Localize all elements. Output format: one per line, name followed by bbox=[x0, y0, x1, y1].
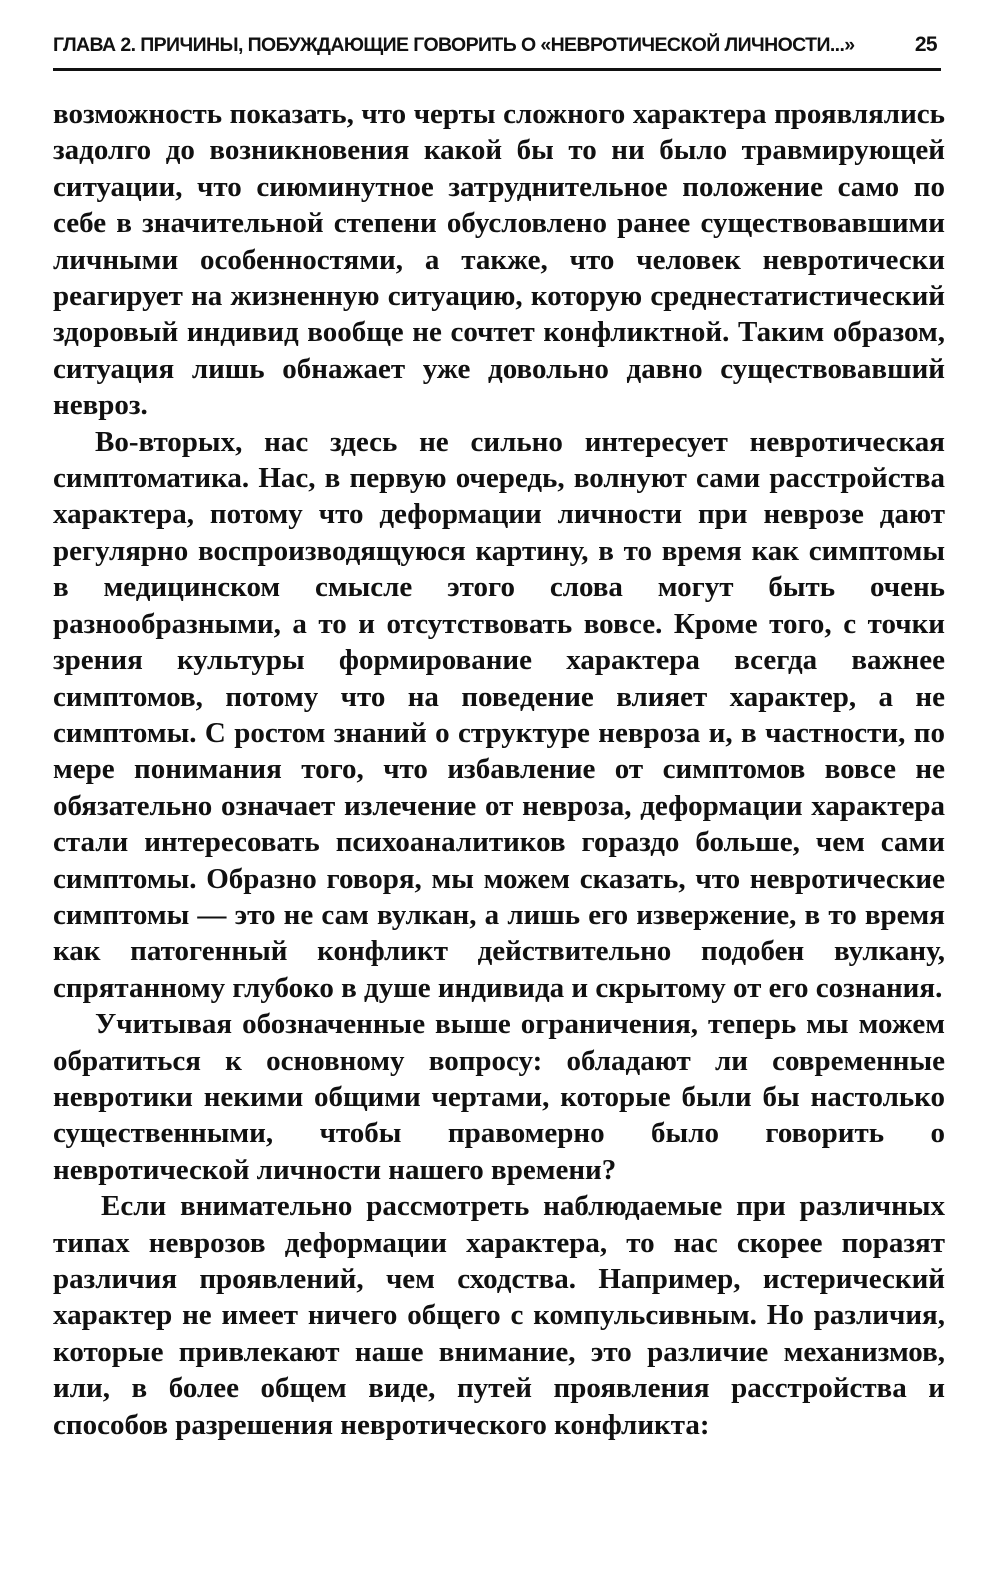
body-text bbox=[53, 96, 945, 1443]
paragraph-4: Если внимательно рассмотреть наблюдаемые при различных типах неврозов деформации характера, то нас скорее поразят различия проявлений, чем сходства. Например, истерический характер не имеет ничего общего с компульсивным. Но различия, которые привлекают наше внимание, это различие механизмов, или, в более общем виде, путей проявления расстройства и способов разрешения невротического конфликта: bbox=[53, 1190, 945, 1441]
page-number: 25 bbox=[914, 33, 937, 56]
running-header bbox=[53, 30, 941, 60]
chapter-title: ГЛАВА 2. ПРИЧИНЫ, ПОБУЖДАЮЩИЕ ГОВОРИТЬ О «НЕВРОТИЧЕСКОЙ ЛИЧНОСТИ...» bbox=[53, 34, 855, 56]
header-rule bbox=[53, 68, 941, 71]
paragraph-2: Во-вторых, нас здесь не сильно интересует невротическая симптоматика. Нас, в первую очередь, волнуют сами расстройства характера, потому что деформации личности при неврозе дают регулярно воспроизводящуюся картину, в то время как симптомы в медицинском смысле этого слова могут быть очень разнообразными, а то и отсутствовать вовсе. Кроме того, с точки зрения культуры формирование характера всегда важнее симптомов, потому что на поведение влияет характер, а не симптомы. С ростом знаний о структуре невроза и, в частности, по мере понимания того, что избавление от симптомов вовсе не обязательно означает излечение от невроза, деформации характера стали интересовать психоаналитиков гораздо больше, чем сами симптомы. Образно говоря, мы можем сказать, что невротические симптомы — это не сам вулкан, а лишь его извержение, в то время как патогенный конфликт действительно подобен вулкану, спрятанному глубоко в душе индивида и скрытому от его сознания. bbox=[53, 425, 945, 1004]
paragraph-3: Учитывая обозначенные выше ограничения, теперь мы можем обратиться к основному вопросу: обладают ли современные невротики некими общими чертами, которые были бы настолько существенными, чтобы правомерно было говорить о невротической личности нашего времени? bbox=[53, 1008, 945, 1186]
paragraph-1: возможность показать, что черты сложного характера проявлялись задолго до возникновения какой бы то ни было травмирующей ситуации, что сиюминутное затруднительное положение само по себе в значительной степени обусловлено ранее существовавшими личными особенностями, а также, что человек невротически реагирует на жизненную ситуацию, которую среднестатистический здоровый индивид вообще не сочтет конфликтной. Таким образом, ситуация лишь обнажает уже довольно давно существовавший невроз. bbox=[53, 98, 945, 422]
